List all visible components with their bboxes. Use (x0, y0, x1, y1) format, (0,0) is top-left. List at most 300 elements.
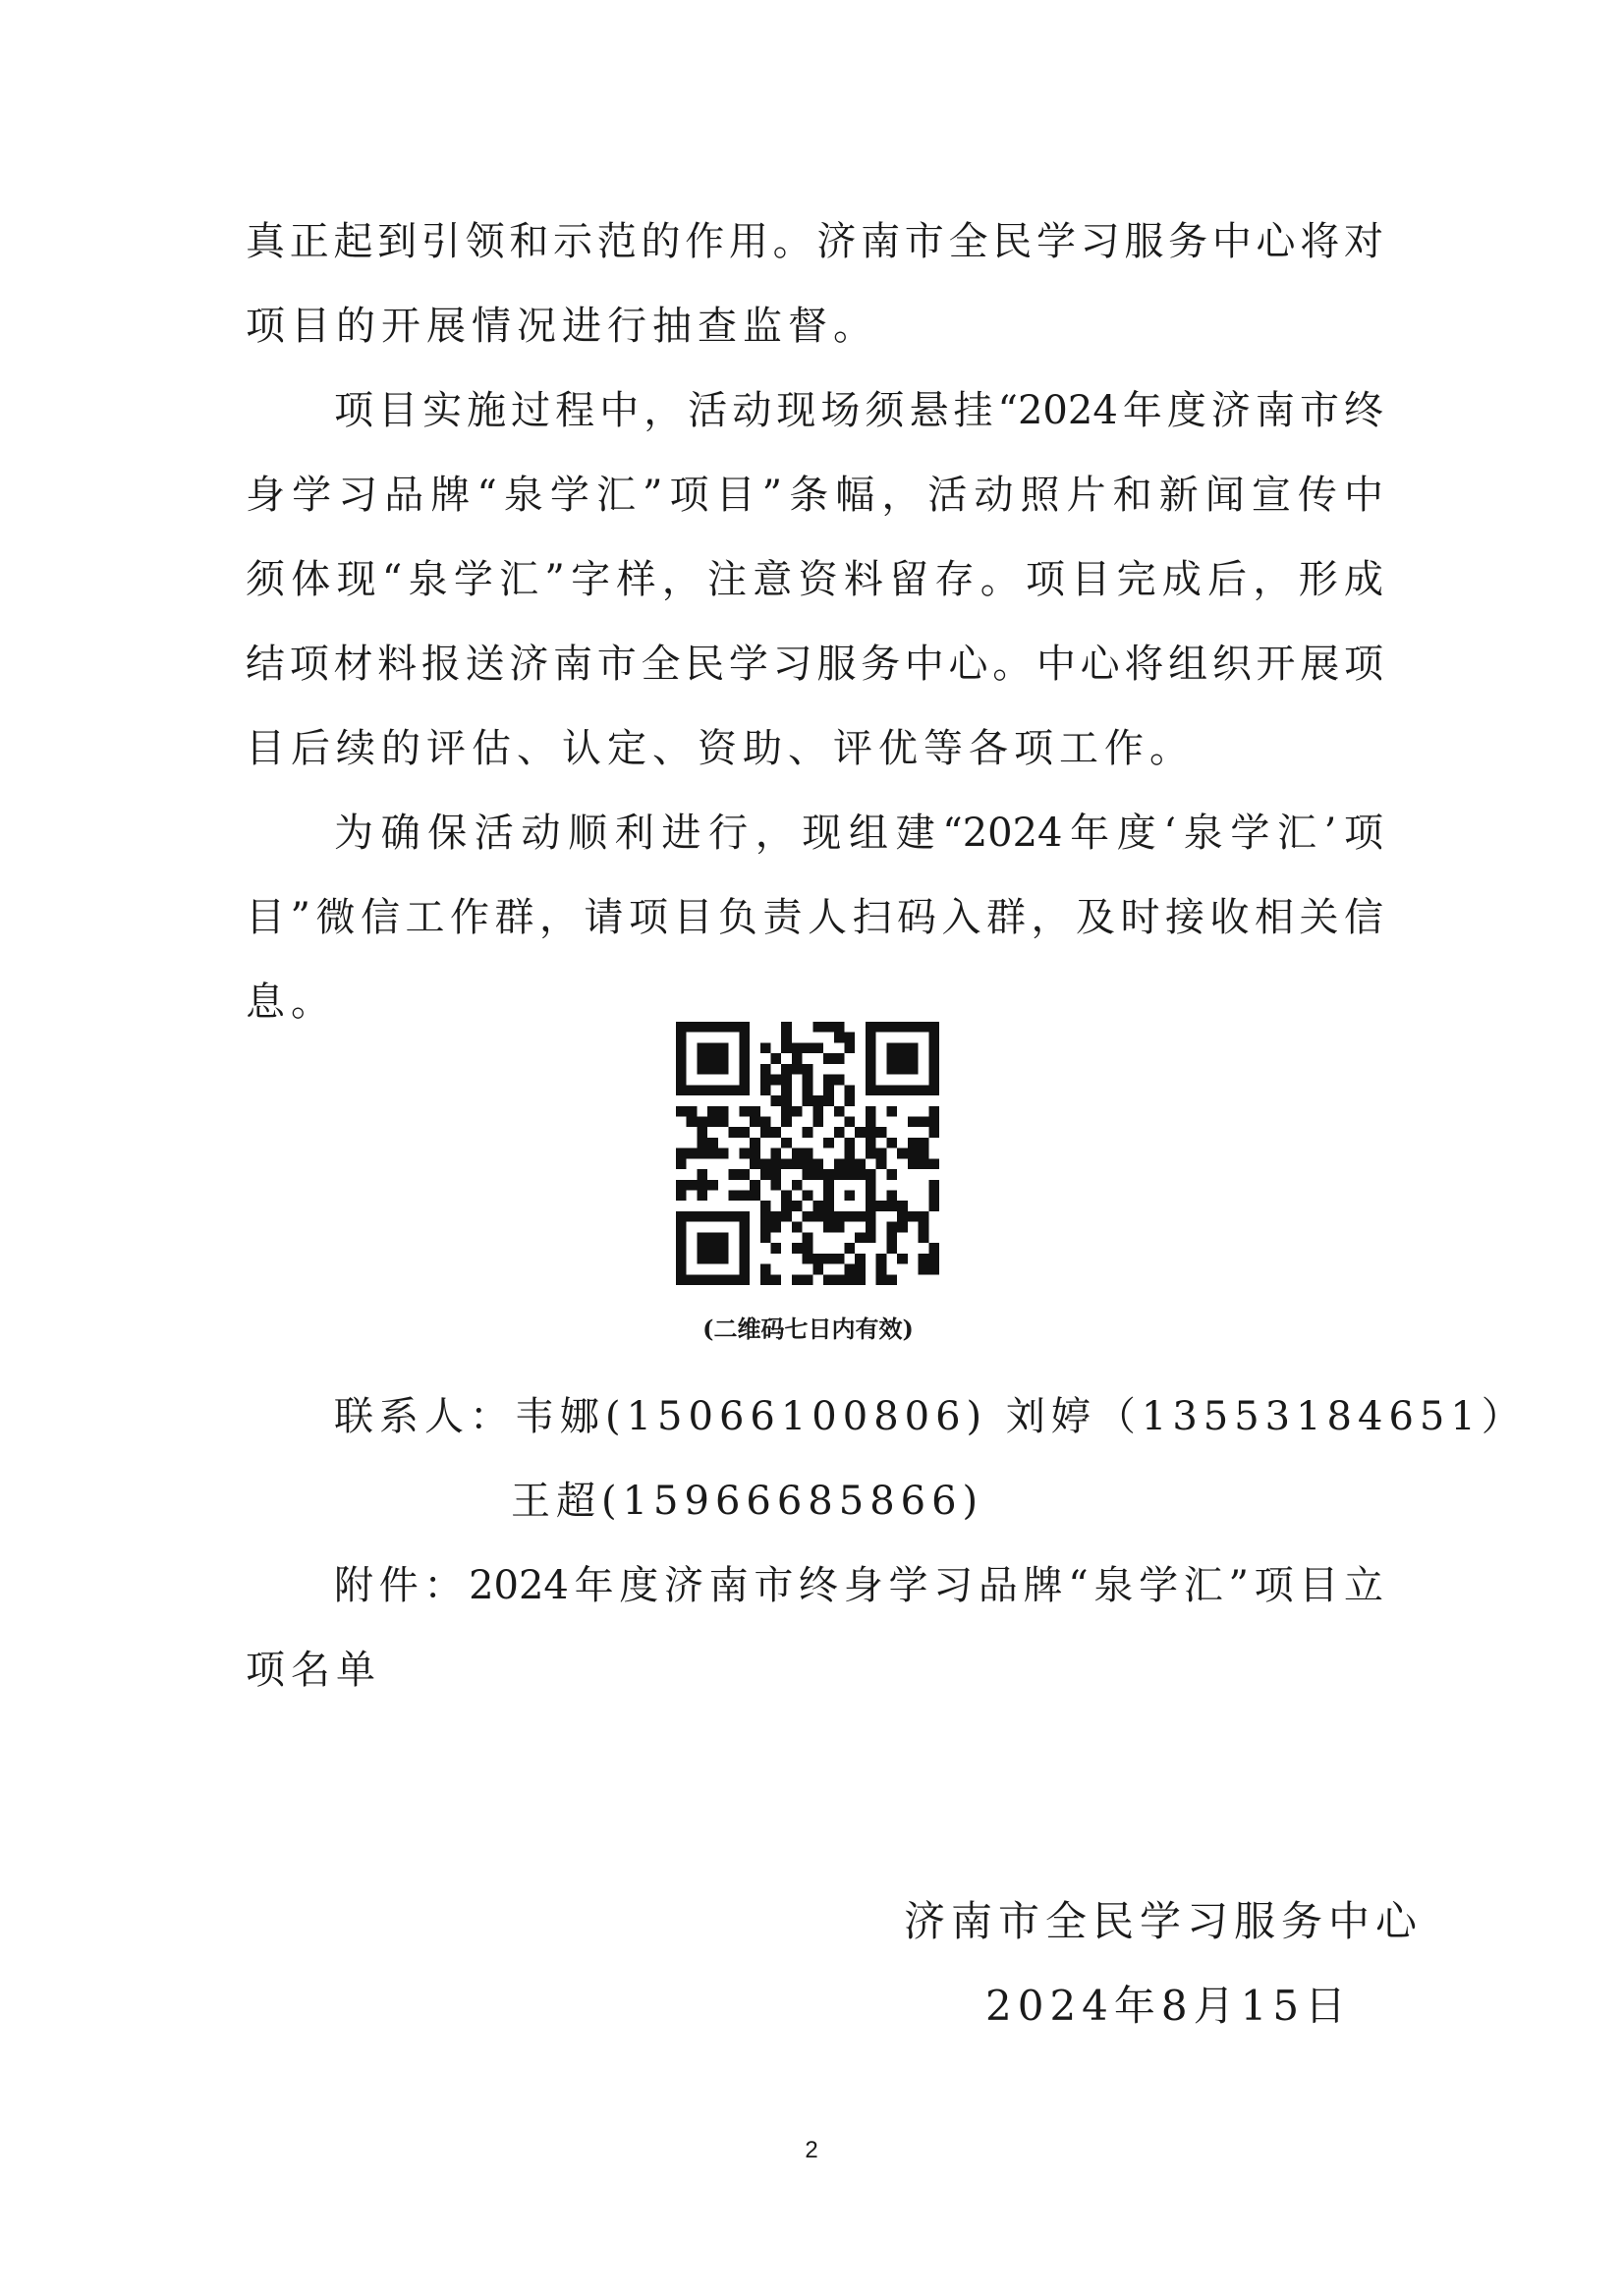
qr-module (919, 1222, 929, 1233)
qr-module (687, 1274, 698, 1285)
qr-module (876, 1148, 887, 1159)
qr-module (823, 1169, 834, 1180)
qr-module (803, 1158, 813, 1169)
qr-module (707, 1053, 718, 1064)
qr-module (866, 1022, 876, 1033)
qr-module (886, 1169, 897, 1180)
qr-module (718, 1106, 729, 1117)
qr-module (676, 1211, 687, 1222)
qr-module (866, 1042, 876, 1053)
qr-module (866, 1211, 876, 1222)
qr-module (886, 1274, 897, 1285)
qr-module (792, 1148, 803, 1159)
qr-module (834, 1274, 845, 1285)
qr-module (760, 1264, 771, 1275)
qr-module (876, 1201, 887, 1211)
qr-module (792, 1222, 803, 1233)
qr-module (834, 1033, 845, 1043)
qr-module (739, 1243, 750, 1254)
qr-module (876, 1085, 887, 1095)
qr-module (697, 1243, 707, 1254)
qr-module (770, 1169, 781, 1180)
qr-module (697, 1211, 707, 1222)
qr-module (687, 1106, 698, 1117)
qr-module (834, 1254, 845, 1264)
qr-module (803, 1169, 813, 1180)
qr-module (676, 1158, 687, 1169)
qr-module (919, 1022, 929, 1033)
contacts-line-2: 王超(15966685866) (511, 1479, 984, 1524)
qr-module (718, 1064, 729, 1075)
qr-module (866, 1222, 876, 1233)
qr-module (739, 1232, 750, 1243)
qr-module (845, 1085, 856, 1095)
qr-code[interactable] (676, 1022, 939, 1285)
attachment-line: 项名单 (246, 1648, 381, 1693)
qr-module (781, 1042, 792, 1053)
qr-module (697, 1148, 707, 1159)
qr-module (718, 1148, 729, 1159)
qr-module (876, 1127, 887, 1138)
qr-module (697, 1116, 707, 1127)
paragraph-line: 真正起到引领和示范的作用。济南市全民学习服务中心将对 (246, 219, 1383, 264)
qr-module (876, 1264, 887, 1275)
qr-module (707, 1042, 718, 1053)
qr-module (803, 1095, 813, 1106)
qr-module (718, 1053, 729, 1064)
qr-module (770, 1180, 781, 1191)
qr-module (866, 1191, 876, 1202)
qr-module (697, 1274, 707, 1285)
qr-module (908, 1138, 919, 1148)
qr-module (928, 1022, 939, 1033)
qr-module (823, 1201, 834, 1211)
qr-module (928, 1116, 939, 1127)
qr-module (750, 1138, 760, 1148)
qr-module (781, 1095, 792, 1106)
qr-module (718, 1116, 729, 1127)
qr-code-image (676, 1022, 939, 1285)
qr-module (760, 1274, 771, 1285)
qr-module (919, 1264, 929, 1275)
qr-module (687, 1180, 698, 1191)
qr-module (760, 1127, 771, 1138)
qr-module (676, 1042, 687, 1053)
qr-module (866, 1180, 876, 1191)
paragraph-line: 项目的开展情况进行抽查监督。 (246, 304, 878, 349)
qr-module (886, 1201, 897, 1211)
qr-module (697, 1254, 707, 1264)
paragraph-line: 项目实施过程中，活动现场须悬挂“2024年度济南市终 (334, 388, 1383, 433)
qr-module (781, 1064, 792, 1075)
contacts-line-1: 联系人：韦娜(15066100806) 刘婷（13553184651） (334, 1394, 1527, 1439)
qr-module (845, 1148, 856, 1159)
qr-module (919, 1116, 929, 1127)
qr-module (750, 1148, 760, 1159)
qr-module (739, 1191, 750, 1202)
qr-module (729, 1022, 740, 1033)
qr-module (928, 1053, 939, 1064)
qr-module (812, 1042, 823, 1053)
qr-module (928, 1075, 939, 1086)
qr-module (792, 1106, 803, 1117)
qr-module (886, 1053, 897, 1064)
qr-module (845, 1033, 856, 1043)
qr-module (919, 1148, 929, 1159)
qr-module (676, 1085, 687, 1095)
qr-module (908, 1116, 919, 1127)
page-number: 2 (805, 2137, 818, 2163)
qr-module (908, 1148, 919, 1159)
qr-module (823, 1191, 834, 1202)
qr-module (770, 1075, 781, 1086)
qr-module (739, 1075, 750, 1086)
qr-module (718, 1243, 729, 1254)
qr-module (866, 1169, 876, 1180)
qr-module (760, 1064, 771, 1075)
qr-module (812, 1169, 823, 1180)
qr-module (739, 1064, 750, 1075)
qr-module (823, 1095, 834, 1106)
signature-date: 2024年8月15日 (985, 1982, 1353, 2030)
qr-module (886, 1232, 897, 1243)
qr-module (866, 1053, 876, 1064)
qr-module (697, 1169, 707, 1180)
qr-module (739, 1254, 750, 1264)
qr-module (812, 1095, 823, 1106)
qr-module (876, 1274, 887, 1285)
qr-module (928, 1106, 939, 1117)
qr-module (792, 1243, 803, 1254)
qr-module (834, 1053, 845, 1064)
qr-module (707, 1254, 718, 1264)
qr-module (739, 1106, 750, 1117)
qr-module (739, 1274, 750, 1285)
qr-module (760, 1075, 771, 1086)
qr-module (803, 1127, 813, 1138)
qr-module (729, 1127, 740, 1138)
qr-module (928, 1033, 939, 1043)
qr-module (812, 1211, 823, 1222)
qr-module (792, 1274, 803, 1285)
qr-module (803, 1232, 813, 1243)
qr-module (855, 1254, 866, 1264)
qr-module (908, 1042, 919, 1053)
qr-module (739, 1033, 750, 1043)
qr-module (803, 1148, 813, 1159)
qr-module (803, 1042, 813, 1053)
qr-module (739, 1085, 750, 1095)
qr-module (718, 1211, 729, 1222)
qr-module (707, 1138, 718, 1148)
qr-module (823, 1222, 834, 1233)
qr-module (845, 1264, 856, 1275)
qr-module (855, 1158, 866, 1169)
qr-module (855, 1232, 866, 1243)
qr-module (676, 1053, 687, 1064)
qr-module (729, 1274, 740, 1285)
qr-module (928, 1201, 939, 1211)
qr-module (928, 1243, 939, 1254)
paragraph-line: 结项材料报送济南市全民学习服务中心。中心将组织开展项 (246, 642, 1383, 687)
qr-module (866, 1232, 876, 1243)
qr-module (897, 1053, 908, 1064)
qr-module (739, 1148, 750, 1159)
qr-module (845, 1243, 856, 1254)
qr-module (760, 1232, 771, 1243)
qr-module (886, 1106, 897, 1117)
qr-module (770, 1243, 781, 1254)
qr-module (803, 1243, 813, 1254)
qr-module (687, 1116, 698, 1127)
qr-module (897, 1042, 908, 1053)
qr-module (729, 1169, 740, 1180)
qr-module (718, 1022, 729, 1033)
qr-module (928, 1042, 939, 1053)
qr-module (770, 1274, 781, 1285)
qr-module (834, 1075, 845, 1086)
qr-module (908, 1158, 919, 1169)
qr-module (886, 1191, 897, 1202)
qr-module (803, 1064, 813, 1075)
qr-module (676, 1254, 687, 1264)
qr-module (834, 1222, 845, 1233)
qr-module (707, 1211, 718, 1222)
qr-module (928, 1158, 939, 1169)
qr-module (729, 1191, 740, 1202)
qr-module (866, 1064, 876, 1075)
qr-module (834, 1022, 845, 1033)
qr-module (866, 1201, 876, 1211)
qr-module (886, 1222, 897, 1233)
qr-module (928, 1254, 939, 1264)
qr-module (676, 1106, 687, 1117)
qr-module (676, 1274, 687, 1285)
qr-module (823, 1180, 834, 1191)
qr-module (739, 1127, 750, 1138)
qr-module (781, 1116, 792, 1127)
qr-module (676, 1191, 687, 1202)
qr-module (739, 1264, 750, 1275)
qr-module (803, 1211, 813, 1222)
qr-module (676, 1243, 687, 1254)
qr-module (866, 1127, 876, 1138)
qr-module (803, 1191, 813, 1202)
qr-module (866, 1106, 876, 1117)
signature-org: 济南市全民学习服务中心 (904, 1897, 1424, 1945)
qr-module (886, 1138, 897, 1148)
qr-module (760, 1211, 771, 1222)
qr-module (866, 1116, 876, 1127)
qr-module (855, 1127, 866, 1138)
qr-module (770, 1053, 781, 1064)
qr-caption: (二维码七日内有效) (702, 1315, 914, 1343)
qr-module (750, 1191, 760, 1202)
qr-module (697, 1053, 707, 1064)
qr-module (845, 1191, 856, 1202)
qr-module (697, 1064, 707, 1075)
qr-module (718, 1274, 729, 1285)
qr-module (707, 1116, 718, 1127)
qr-module (823, 1085, 834, 1095)
qr-module (919, 1211, 929, 1222)
qr-module (718, 1042, 729, 1053)
qr-module (718, 1254, 729, 1264)
qr-module (845, 1274, 856, 1285)
qr-module (687, 1148, 698, 1159)
qr-module (886, 1085, 897, 1095)
qr-module (908, 1085, 919, 1095)
qr-module (908, 1211, 919, 1222)
qr-module (919, 1158, 929, 1169)
qr-module (792, 1201, 803, 1211)
qr-module (697, 1042, 707, 1053)
qr-module (845, 1138, 856, 1148)
qr-module (845, 1116, 856, 1127)
qr-module (729, 1211, 740, 1222)
paragraph-line: 身学习品牌“泉学汇”项目”条幅，活动照片和新闻宣传中 (246, 473, 1383, 518)
qr-module (823, 1022, 834, 1033)
qr-module (739, 1022, 750, 1033)
qr-module (834, 1106, 845, 1117)
qr-module (750, 1106, 760, 1117)
qr-module (697, 1191, 707, 1202)
qr-module (729, 1085, 740, 1095)
qr-module (897, 1022, 908, 1033)
qr-module (928, 1085, 939, 1095)
qr-module (928, 1180, 939, 1191)
qr-module (676, 1064, 687, 1075)
qr-module (781, 1138, 792, 1148)
qr-module (707, 1106, 718, 1117)
qr-module (803, 1085, 813, 1095)
qr-module (770, 1095, 781, 1106)
qr-module (792, 1042, 803, 1053)
qr-module (897, 1222, 908, 1233)
qr-module (687, 1085, 698, 1095)
qr-module (908, 1064, 919, 1075)
qr-module (760, 1042, 771, 1053)
qr-module (812, 1264, 823, 1275)
qr-module (886, 1042, 897, 1053)
qr-module (718, 1232, 729, 1243)
qr-module (908, 1022, 919, 1033)
qr-module (770, 1148, 781, 1159)
qr-module (739, 1222, 750, 1233)
qr-module (792, 1064, 803, 1075)
qr-module (707, 1148, 718, 1159)
qr-module (866, 1148, 876, 1159)
qr-module (739, 1169, 750, 1180)
qr-module (866, 1075, 876, 1086)
qr-module (697, 1180, 707, 1191)
qr-module (812, 1106, 823, 1117)
qr-module (845, 1042, 856, 1053)
qr-module (845, 1158, 856, 1169)
qr-module (781, 1106, 792, 1117)
qr-module (928, 1191, 939, 1202)
qr-module (750, 1158, 760, 1169)
qr-module (845, 1095, 856, 1106)
qr-module (812, 1022, 823, 1033)
qr-module (781, 1191, 792, 1202)
qr-module (855, 1274, 866, 1285)
qr-module (760, 1222, 771, 1233)
qr-module (803, 1254, 813, 1264)
qr-module (760, 1169, 771, 1180)
paragraph-line: 目”微信工作群，请项目负责人扫码入群，及时接收相关信 (246, 895, 1383, 940)
qr-module (886, 1064, 897, 1075)
qr-module (897, 1254, 908, 1264)
qr-module (823, 1211, 834, 1222)
qr-module (676, 1033, 687, 1043)
qr-module (812, 1254, 823, 1264)
qr-module (812, 1201, 823, 1211)
qr-module (781, 1211, 792, 1222)
qr-module (739, 1042, 750, 1053)
qr-module (770, 1222, 781, 1233)
qr-module (707, 1243, 718, 1254)
attachment-line: 附件：2024年度济南市终身学习品牌“泉学汇”项目立 (334, 1563, 1383, 1608)
qr-module (803, 1075, 813, 1086)
qr-module (739, 1211, 750, 1222)
qr-module (760, 1116, 771, 1127)
qr-module (739, 1053, 750, 1064)
qr-module (834, 1158, 845, 1169)
qr-module (750, 1116, 760, 1127)
qr-module (697, 1138, 707, 1148)
qr-module (676, 1022, 687, 1033)
qr-module (697, 1232, 707, 1243)
qr-module (750, 1180, 760, 1191)
qr-module (781, 1022, 792, 1033)
qr-module (781, 1201, 792, 1211)
qr-module (855, 1169, 866, 1180)
qr-module (928, 1064, 939, 1075)
qr-module (676, 1075, 687, 1086)
qr-module (866, 1085, 876, 1095)
qr-module (876, 1022, 887, 1033)
qr-module (718, 1085, 729, 1095)
qr-module (866, 1033, 876, 1043)
qr-module (834, 1127, 845, 1138)
qr-module (845, 1169, 856, 1180)
qr-module (919, 1232, 929, 1243)
qr-module (676, 1222, 687, 1233)
qr-module (781, 1033, 792, 1043)
paragraph-line: 目后续的评估、认定、资助、评优等各项工作。 (246, 726, 1195, 771)
qr-module (897, 1201, 908, 1211)
qr-module (823, 1053, 834, 1064)
qr-module (781, 1085, 792, 1095)
qr-module (897, 1148, 908, 1159)
qr-module (855, 1211, 866, 1222)
qr-module (919, 1254, 929, 1264)
qr-module (855, 1264, 866, 1275)
qr-module (781, 1158, 792, 1169)
qr-module (897, 1211, 908, 1222)
qr-module (886, 1243, 897, 1254)
qr-module (834, 1211, 845, 1222)
qr-module (676, 1180, 687, 1191)
qr-module (845, 1211, 856, 1222)
qr-module (834, 1169, 845, 1180)
qr-module (697, 1127, 707, 1138)
qr-module (707, 1232, 718, 1243)
qr-module (697, 1022, 707, 1033)
qr-module (687, 1211, 698, 1222)
qr-module (908, 1053, 919, 1064)
